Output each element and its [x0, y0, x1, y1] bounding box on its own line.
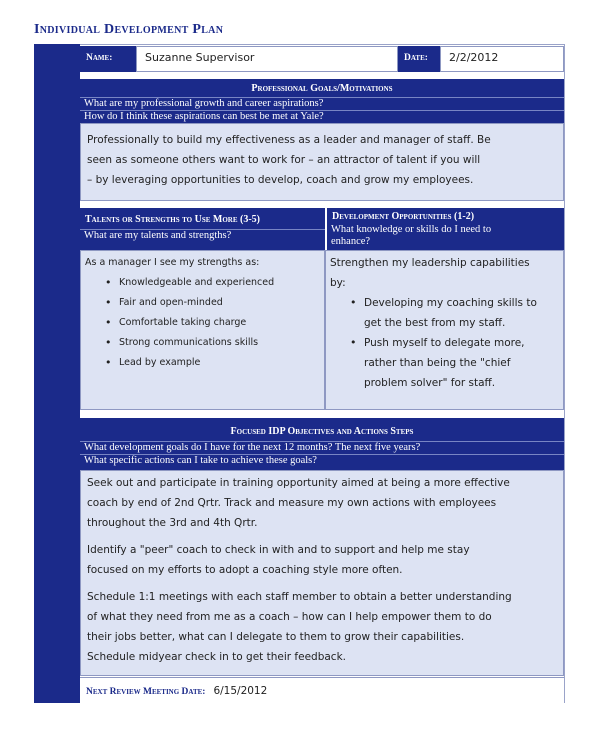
name-field[interactable]: Suzanne Supervisor	[136, 46, 398, 72]
talents-intro: As a manager I see my strengths as:	[85, 257, 260, 268]
opportunities-question-line-2: enhance?	[331, 236, 371, 247]
talents-answer-panel[interactable]	[80, 250, 325, 410]
objectives-para-1-line-2: coach by end of 2nd Qrtr. Track and measure my own actions with employees	[87, 497, 497, 509]
opportunities-header: Development Opportunities (1-2)	[332, 211, 475, 222]
goals-answer-line-1: Professionally to build my effectiveness as a leader and manager of staff. Be	[87, 134, 491, 146]
opportunities-intro-line-1: Strengthen my leadership capabilities	[330, 257, 530, 269]
goals-question-2: How do I think these aspirations can best be met at Yale?	[80, 110, 564, 123]
opportunity-item-line-1: Developing my coaching skills to	[364, 297, 537, 309]
goals-answer-line-3: – by leveraging opportunities to develop, coach and grow my employees.	[87, 174, 474, 186]
opportunity-item	[330, 333, 559, 393]
opportunities-question-line-1: What knowledge or skills do I need to	[331, 224, 492, 235]
talents-header: Talents or Strengths to Use More (3-5)	[85, 214, 261, 225]
talents-question: What are my talents and strengths?	[80, 229, 325, 242]
objectives-para-2-line-2: focused on my efforts to adopt a coaching style more often.	[87, 564, 403, 576]
objectives-para-2-line-1: Identify a "peer" coach to check in with and to support and help me stay	[87, 544, 470, 556]
opportunities-intro-line-2: by:	[330, 277, 346, 289]
talent-item: • Knowledgeable and experienced	[85, 273, 320, 293]
page-title: Individual Development Plan	[34, 22, 224, 37]
opportunity-item-line-3: problem solver" for staff.	[364, 377, 496, 389]
objectives-question-1: What development goals do I have for the next 12 months? The next five years?	[80, 441, 564, 454]
opportunity-item-line-1: Push myself to delegate more,	[364, 337, 525, 349]
objectives-para-3-line-4: Schedule midyear check in to get their feedback.	[87, 651, 346, 663]
goals-header: Professional Goals/Motivations	[251, 83, 393, 94]
objectives-header: Focused IDP Objectives and Actions Steps	[230, 426, 414, 437]
next-review-row	[80, 677, 564, 703]
date-field[interactable]: 2/2/2012	[440, 46, 564, 72]
next-review-label: Next Review Meeting Date:	[86, 687, 206, 697]
sidebar-stripe	[34, 44, 80, 703]
objectives-para-3-line-3: their jobs better, what can I delegate to them to grow their capabilities.	[87, 631, 465, 643]
goals-question-1: What are my professional growth and career aspirations?	[80, 97, 564, 110]
talent-item: • Strong communications skills	[85, 333, 320, 353]
goals-answer-line-2: seen as someone others want to work for – an attractor of talent if you will	[87, 154, 481, 166]
talent-item: • Comfortable taking charge	[85, 313, 320, 333]
opportunity-item-line-2: rather than being the "chief	[364, 357, 511, 369]
objectives-answer-panel[interactable]	[80, 470, 564, 676]
next-review-date[interactable]: 6/15/2012	[213, 685, 268, 697]
date-label: Date:	[398, 46, 440, 72]
talent-item: • Fair and open-minded	[85, 293, 320, 313]
objectives-header-block	[80, 418, 564, 470]
objectives-para-3-line-1: Schedule 1:1 meetings with each staff member to obtain a better understanding	[87, 591, 512, 603]
opportunity-item	[330, 293, 559, 333]
objectives-question-2: What specific actions can I take to achieve these goals?	[80, 454, 564, 467]
opportunities-header-block	[327, 208, 564, 250]
objectives-para-1-line-1: Seek out and participate in training opportunity aimed at being a more effective	[87, 477, 510, 489]
objectives-para-1-line-3: throughout the 3rd and 4th Qrtr.	[87, 517, 258, 529]
opportunity-item-line-2: get the best from my staff.	[364, 317, 506, 329]
goals-header-block	[80, 79, 564, 123]
objectives-para-3-line-2: of what they need from me as a coach – how can I help empower them to do	[87, 611, 492, 623]
name-label: Name:	[80, 46, 136, 72]
opportunities-answer-panel[interactable]	[325, 250, 564, 410]
talents-header-block	[80, 208, 325, 250]
goals-answer-panel[interactable]	[80, 123, 564, 201]
talent-item: • Lead by example	[85, 353, 320, 373]
